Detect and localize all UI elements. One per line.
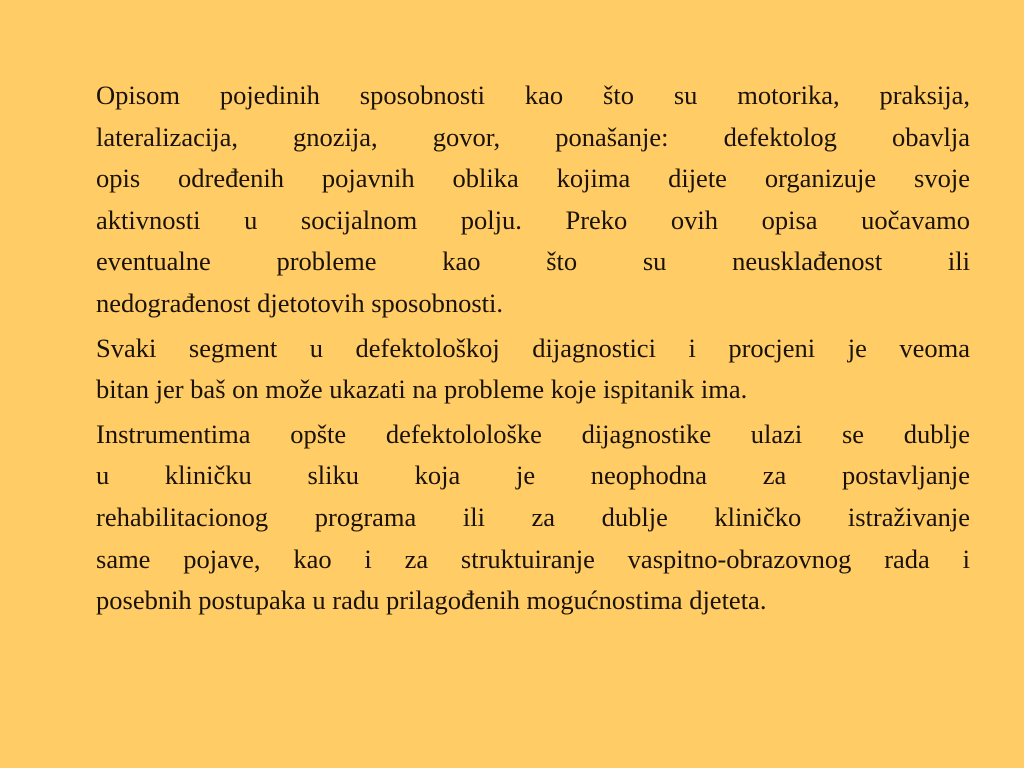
paragraph-instruments xyxy=(96,414,970,622)
text-line: Svaki segment u defektološkoj dijagnostici i procjeni je veoma xyxy=(96,332,970,363)
text-line: bitan jer baš on može ukazati na probleme koje ispitanik ima. xyxy=(96,374,748,405)
paragraph-abilities-description xyxy=(96,75,970,325)
text-line: Opisom pojedinih sposobnosti kao što su motorika, praksija, xyxy=(96,80,970,110)
text-line: rehabilitacionog programa ili za dublje kliničko istraživanje xyxy=(96,501,970,532)
text-line: lateralizacija, gnozija, govor, ponašanje: defektolog obavlja xyxy=(96,121,970,152)
text-line: aktivnosti u socijalnom polju. Preko ovih opisa uočavamo xyxy=(96,204,970,235)
text-line: posebnih postupaka u radu prilagođenih mogućnostima djeteta. xyxy=(96,585,767,616)
paragraph-segment-importance xyxy=(96,328,970,411)
slide-content xyxy=(96,75,970,625)
text-line: opis određenih pojavnih oblika kojima dijete organizuje svoje xyxy=(96,163,970,194)
text-line: nedograđenost djetotovih sposobnosti. xyxy=(96,287,504,318)
text-line: u kliničku sliku koja je neophodna za postavljanje xyxy=(96,460,970,491)
text-line: Instrumentima opšte defektolološke dijagnostike ulazi se dublje xyxy=(96,418,970,449)
text-line: same pojave, kao i za struktuiranje vaspitno-obrazovnog rada i xyxy=(96,543,970,574)
text-line: eventualne probleme kao što su neusklađenost ili xyxy=(96,246,970,277)
